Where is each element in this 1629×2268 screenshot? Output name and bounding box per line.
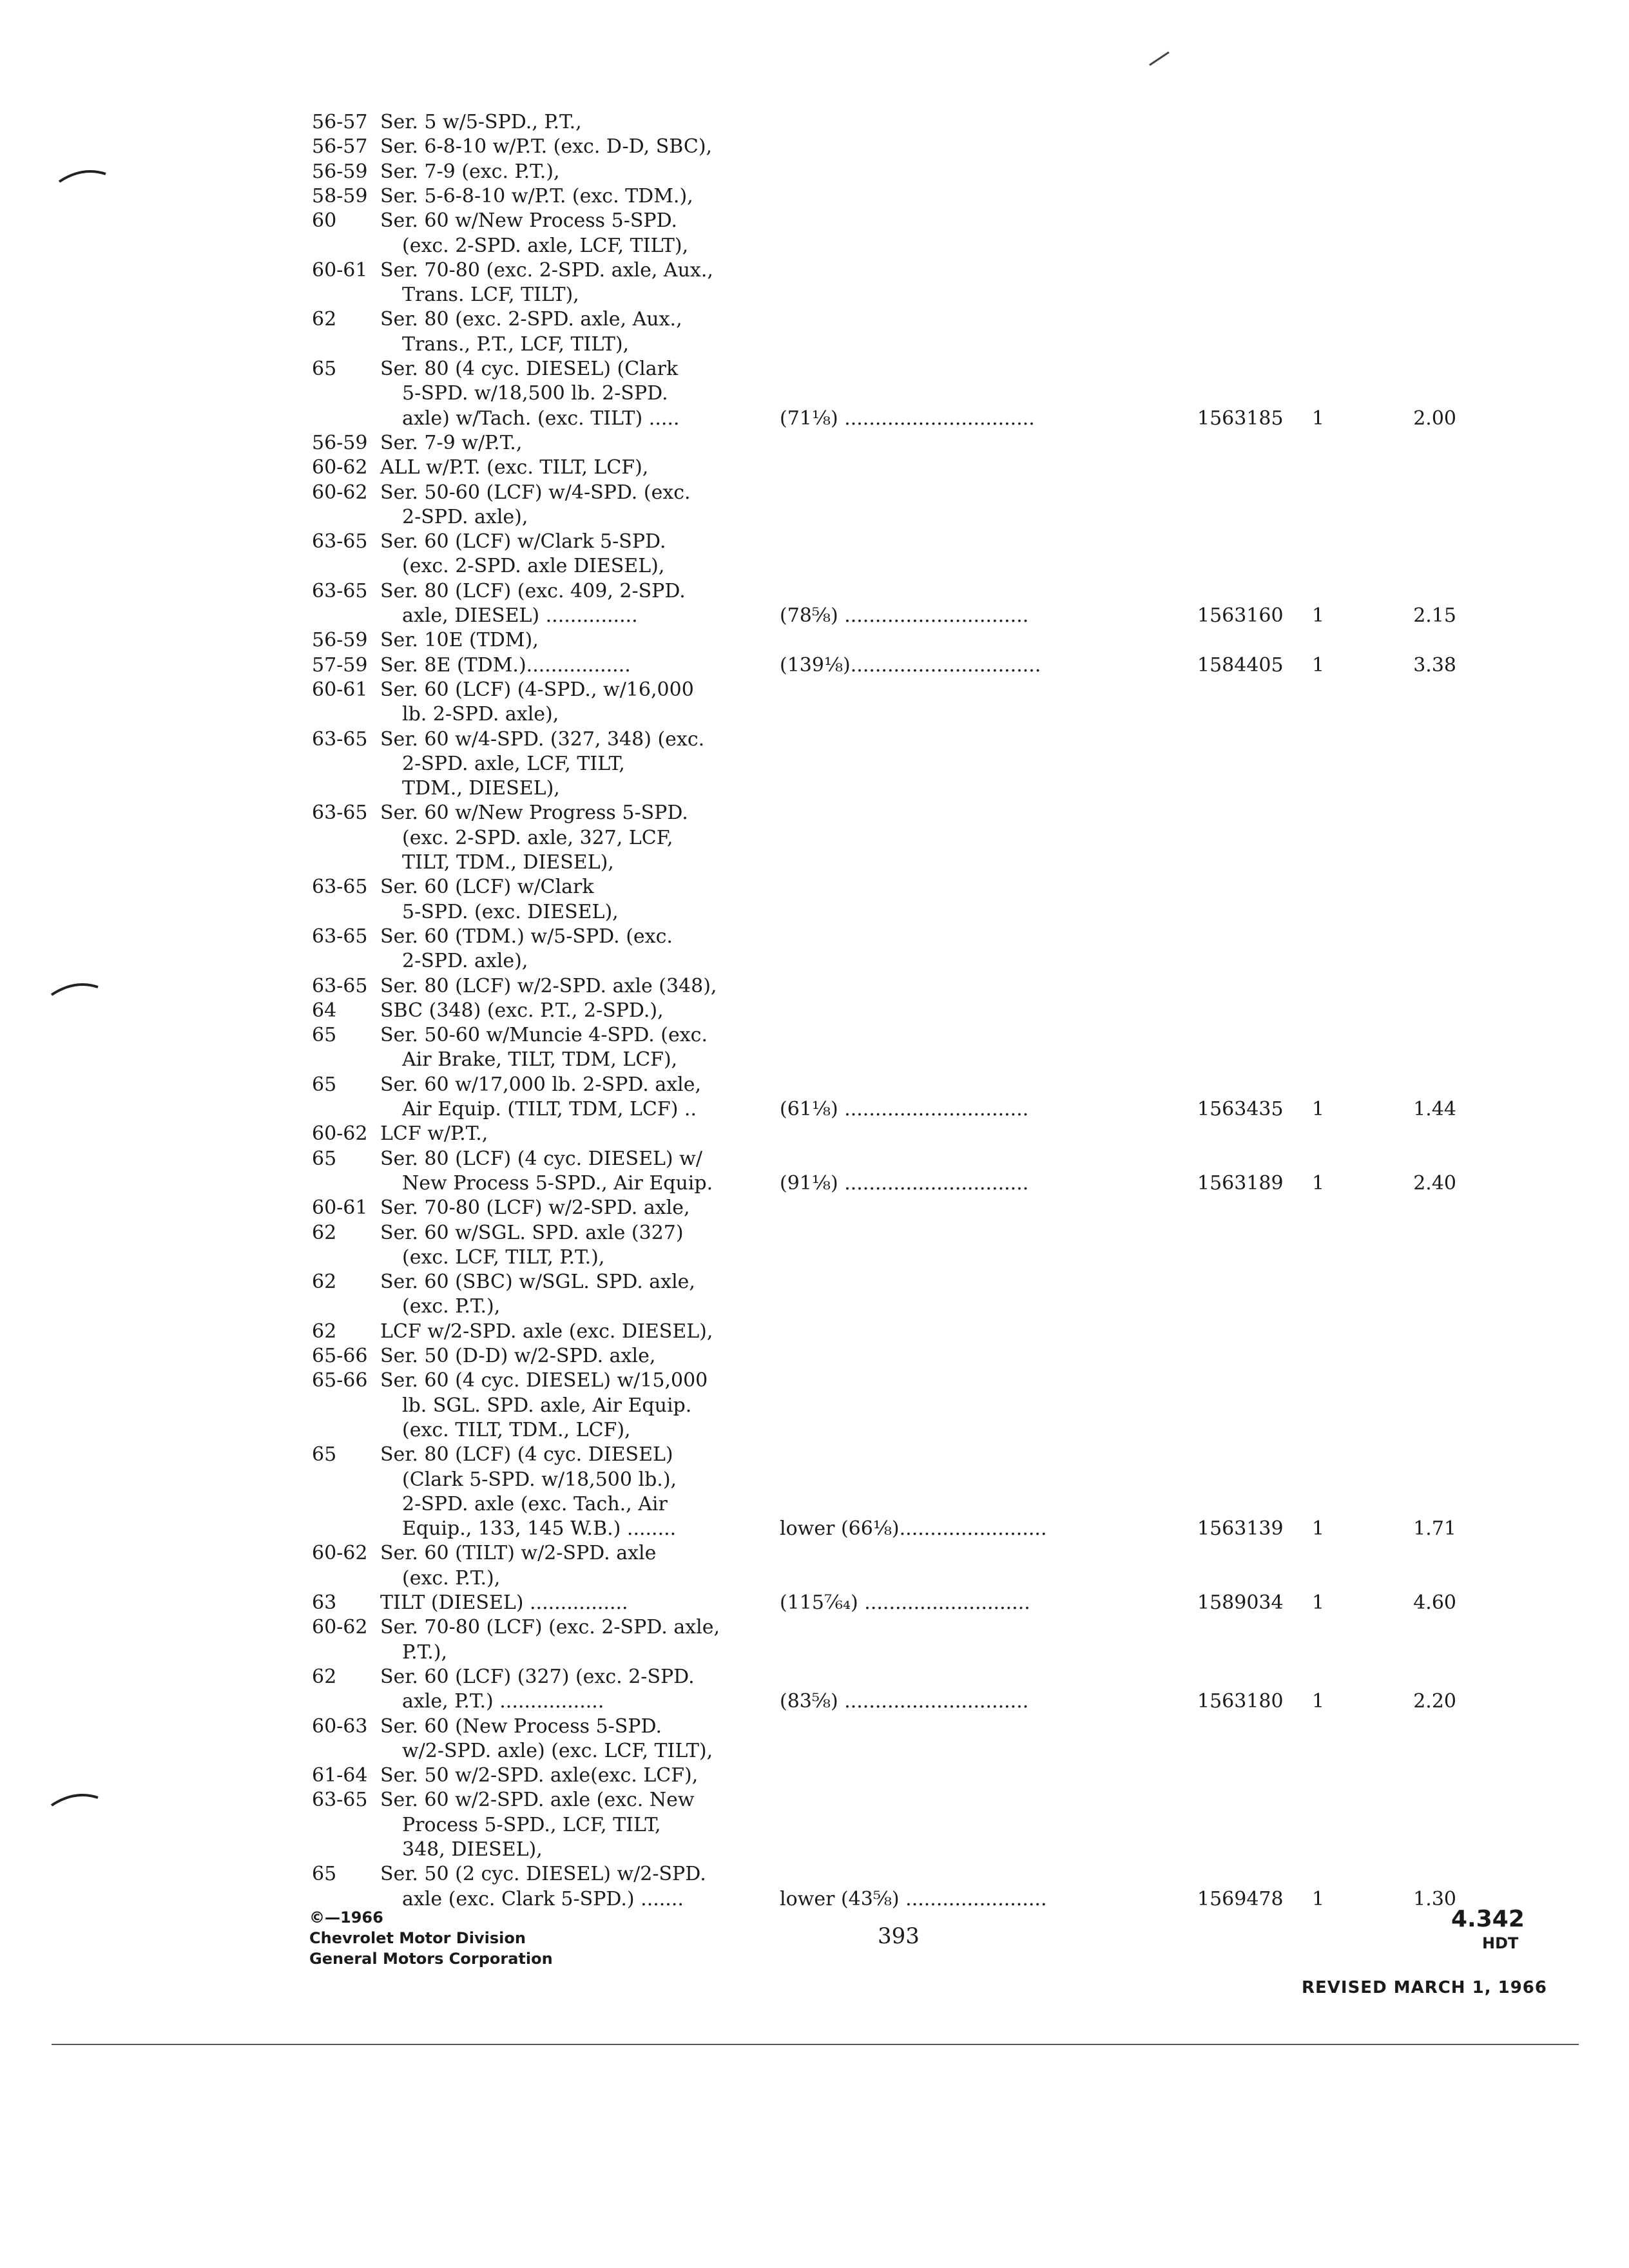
model-description: Ser. 5 w/5-SPD., P.T., — [380, 111, 582, 133]
model-description: axle (exc. Clark 5-SPD.) ....... — [402, 1887, 684, 1910]
year-range: 63 — [312, 1591, 337, 1614]
model-description: lb. SGL. SPD. axle, Air Equip. — [402, 1394, 692, 1417]
price: 3.38 — [1413, 653, 1456, 677]
dimension-leader: (71⅛) ............................... — [780, 407, 1035, 430]
year-range: 56-59 — [312, 629, 368, 652]
model-description: Ser. 7-9 (exc. P.T.), — [380, 160, 560, 183]
part-number: 1589034 — [1197, 1591, 1284, 1614]
listing-line — [0, 603, 1629, 629]
part-number: 1563139 — [1197, 1517, 1284, 1541]
listing-line — [0, 776, 1629, 802]
dimension-leader: (78⅝) .............................. — [780, 604, 1029, 627]
part-number: 1584405 — [1197, 653, 1284, 677]
listing-line — [0, 1664, 1629, 1690]
year-range: 56-57 — [312, 135, 368, 159]
model-description: Trans., P.T., LCF, TILT), — [402, 332, 630, 356]
model-description: LCF w/2-SPD. axle (exc. DIESEL), — [380, 1320, 713, 1343]
listing-line — [0, 1097, 1629, 1122]
part-number: 1563435 — [1197, 1098, 1284, 1120]
page-number: 393 — [878, 1923, 920, 1949]
year-range: 60-62 — [312, 1542, 368, 1565]
model-description: Ser. 60 w/4-SPD. (327, 348) (exc. — [380, 727, 705, 751]
year-range: 60-62 — [312, 1616, 368, 1639]
listing-line — [0, 727, 1629, 753]
listing-line — [0, 974, 1629, 999]
listing-line — [0, 1195, 1629, 1221]
listing-line — [0, 110, 1629, 135]
model-description: axle, P.T.) ................. — [402, 1690, 604, 1713]
model-description: Ser. 50 w/2-SPD. axle(exc. LCF), — [380, 1764, 699, 1787]
year-range: 62 — [312, 308, 337, 331]
model-description: 2-SPD. axle, LCF, TILT, — [402, 752, 625, 775]
price: 1.71 — [1413, 1517, 1456, 1541]
listing-line — [0, 800, 1629, 826]
model-description: 2-SPD. axle (exc. Tach., Air — [402, 1492, 668, 1515]
model-description: Ser. 70-80 (exc. 2-SPD. axle, Aux., — [380, 258, 713, 282]
listing-line — [0, 653, 1629, 678]
part-number: 1563180 — [1197, 1690, 1284, 1713]
price: 2.20 — [1413, 1690, 1456, 1713]
model-description: 2-SPD. axle), — [402, 505, 528, 528]
model-description: Ser. 10E (TDM), — [380, 629, 539, 652]
quantity: 1 — [1312, 653, 1325, 677]
model-description: Air Equip. (TILT, TDM, LCF) .. — [402, 1098, 697, 1120]
model-description: Ser. 5-6-8-10 w/P.T. (exc. TDM.), — [380, 184, 693, 207]
listing-line — [0, 850, 1629, 876]
year-range: 60-62 — [312, 456, 368, 479]
model-description: New Process 5-SPD., Air Equip. — [402, 1171, 713, 1195]
listing-line — [0, 1861, 1629, 1887]
year-range: 65 — [312, 1147, 337, 1170]
model-description: Ser. 80 (LCF) w/2-SPD. axle (348), — [380, 974, 717, 997]
year-range: 63-65 — [312, 876, 368, 899]
model-description: Ser. 50-60 w/Muncie 4-SPD. (exc. — [380, 1024, 708, 1047]
section-number: 4.342 — [1451, 1906, 1525, 1932]
year-range: 60 — [312, 209, 337, 233]
year-range: 65 — [312, 1073, 337, 1096]
model-description: Ser. 60 w/2-SPD. axle (exc. New — [380, 1789, 695, 1812]
model-description: Ser. 60 (4 cyc. DIESEL) w/15,000 — [380, 1369, 708, 1392]
model-description: P.T.), — [402, 1640, 448, 1664]
listing-line — [0, 430, 1629, 456]
model-description: Ser. 80 (LCF) (4 cyc. DIESEL) — [380, 1443, 673, 1466]
price: 2.15 — [1413, 604, 1456, 627]
listing-line — [0, 677, 1629, 703]
listing-line — [0, 282, 1629, 308]
listing-line — [0, 1269, 1629, 1295]
listing-line — [0, 628, 1629, 653]
listing-line — [0, 924, 1629, 950]
year-range: 62 — [312, 1271, 337, 1294]
year-range: 62 — [312, 1665, 337, 1688]
year-range: 62 — [312, 1320, 337, 1343]
listing-line — [0, 258, 1629, 284]
listing-line — [0, 702, 1629, 727]
listing-line — [0, 1787, 1629, 1813]
listing-line — [0, 233, 1629, 259]
year-range: 65-66 — [312, 1369, 368, 1392]
model-description: Ser. 7-9 w/P.T., — [380, 431, 523, 454]
listing-line — [0, 1590, 1629, 1616]
model-description: Ser. 60 (SBC) w/SGL. SPD. axle, — [380, 1271, 695, 1294]
part-number: 1563189 — [1197, 1171, 1284, 1195]
year-range: 62 — [312, 1221, 337, 1244]
pencil-tick-mark — [1147, 48, 1173, 68]
model-description: TDM., DIESEL), — [402, 777, 560, 800]
model-description: Ser. 60 (LCF) (327) (exc. 2-SPD. — [380, 1665, 695, 1688]
model-description: Ser. 80 (4 cyc. DIESEL) (Clark — [380, 358, 679, 380]
year-range: 60-61 — [312, 258, 368, 282]
dimension-leader: (61⅛) .............................. — [780, 1098, 1029, 1120]
listing-line — [0, 208, 1629, 234]
model-description: (exc. P.T.), — [402, 1566, 501, 1590]
model-description: Trans. LCF, TILT), — [402, 284, 579, 307]
listing-line — [0, 1220, 1629, 1246]
model-description: 5-SPD. (exc. DIESEL), — [402, 900, 619, 923]
listing-line — [0, 381, 1629, 407]
model-description: LCF w/P.T., — [380, 1122, 488, 1146]
model-description: 348, DIESEL), — [402, 1838, 543, 1861]
model-description: Ser. 60 w/New Process 5-SPD. — [380, 209, 678, 233]
model-description: Ser. 60 (LCF) w/Clark 5-SPD. — [380, 530, 666, 553]
listing-line — [0, 948, 1629, 974]
model-description: (exc. TILT, TDM., LCF), — [402, 1418, 631, 1441]
year-range: 57-59 — [312, 653, 368, 677]
year-range: 65 — [312, 1443, 337, 1466]
dimension-leader: (83⅝) .............................. — [780, 1690, 1029, 1713]
model-description: 2-SPD. axle), — [402, 950, 528, 973]
quantity: 1 — [1312, 1098, 1325, 1120]
quantity: 1 — [1312, 1690, 1325, 1713]
price: 2.00 — [1413, 407, 1456, 430]
model-description: Air Brake, TILT, TDM, LCF), — [402, 1048, 678, 1072]
listing-line — [0, 1294, 1629, 1320]
listing-line — [0, 1812, 1629, 1838]
dimension-leader: (91⅛) .............................. — [780, 1171, 1029, 1195]
listing-line — [0, 1763, 1629, 1789]
year-range: 61-64 — [312, 1764, 368, 1787]
year-range: 63-65 — [312, 1789, 368, 1812]
listing-line — [0, 1047, 1629, 1073]
listing-line — [0, 998, 1629, 1024]
model-description: TILT, TDM., DIESEL), — [402, 851, 614, 874]
listing-line — [0, 1171, 1629, 1196]
dimension-leader: lower (66⅛)........................ — [780, 1517, 1047, 1541]
model-description: Ser. 80 (exc. 2-SPD. axle, Aux., — [380, 308, 682, 331]
listing-line — [0, 1640, 1629, 1666]
listing-line — [0, 1714, 1629, 1740]
model-description: (Clark 5-SPD. w/18,500 lb.), — [402, 1468, 677, 1491]
year-range: 58-59 — [312, 184, 368, 207]
model-description: Ser. 60 w/SGL. SPD. axle (327) — [380, 1221, 684, 1244]
year-range: 63-65 — [312, 579, 368, 602]
corporation-text: General Motors Corporation — [309, 1950, 553, 1968]
listing-line — [0, 356, 1629, 382]
year-range: 63-65 — [312, 530, 368, 553]
model-description: Ser. 60 (TILT) w/2-SPD. axle — [380, 1542, 657, 1565]
year-range: 63-65 — [312, 925, 368, 948]
quantity: 1 — [1312, 1171, 1325, 1195]
model-description: lb. 2-SPD. axle), — [402, 703, 559, 726]
model-description: (exc. 2-SPD. axle, LCF, TILT), — [402, 234, 689, 257]
dimension-leader: (139⅛)............................... — [780, 653, 1041, 677]
listing-line — [0, 1442, 1629, 1468]
model-description: Ser. 60 (LCF) w/Clark — [380, 876, 594, 899]
year-range: 65 — [312, 1024, 337, 1047]
division-text: Chevrolet Motor Division — [309, 1929, 526, 1947]
model-description: Process 5-SPD., LCF, TILT, — [402, 1813, 661, 1836]
listing-line — [0, 1319, 1629, 1345]
listing-line — [0, 1146, 1629, 1172]
model-description: Ser. 50-60 (LCF) w/4-SPD. (exc. — [380, 481, 691, 504]
listing-line — [0, 529, 1629, 555]
year-range: 60-62 — [312, 481, 368, 504]
model-description: Ser. 70-80 (LCF) w/2-SPD. axle, — [380, 1196, 690, 1220]
year-range: 60-63 — [312, 1715, 368, 1738]
model-description: Ser. 60 (LCF) (4-SPD., w/16,000 — [380, 678, 694, 701]
listing-line — [0, 184, 1629, 209]
model-description: Ser. 50 (2 cyc. DIESEL) w/2-SPD. — [380, 1863, 706, 1886]
listing-line — [0, 1887, 1629, 1912]
quantity: 1 — [1312, 407, 1325, 430]
listing-line — [0, 1689, 1629, 1715]
listing-line — [0, 480, 1629, 506]
listing-line — [0, 1072, 1629, 1098]
listing-line — [0, 1023, 1629, 1048]
model-description: w/2-SPD. axle) (exc. LCF, TILT), — [402, 1739, 713, 1762]
year-range: 65 — [312, 358, 337, 380]
price: 2.40 — [1413, 1171, 1456, 1195]
year-range: 63-65 — [312, 974, 368, 997]
model-description: 5-SPD. w/18,500 lb. 2-SPD. — [402, 382, 668, 405]
listing-line — [0, 1837, 1629, 1863]
quantity: 1 — [1312, 1591, 1325, 1614]
listing-line — [0, 1418, 1629, 1443]
year-range: 60-61 — [312, 1196, 368, 1220]
year-range: 63-65 — [312, 727, 368, 751]
section-code: HDT — [1482, 1934, 1519, 1952]
price: 1.44 — [1413, 1098, 1456, 1120]
year-range: 56-59 — [312, 431, 368, 454]
listing-line — [0, 406, 1629, 432]
listing-line — [0, 1467, 1629, 1493]
year-range: 63-65 — [312, 802, 368, 825]
model-description: Ser. 60 (New Process 5-SPD. — [380, 1715, 662, 1738]
listing-line — [0, 1738, 1629, 1764]
year-range: 60-62 — [312, 1122, 368, 1146]
model-description: Ser. 60 w/New Progress 5-SPD. — [380, 802, 688, 825]
model-description: Ser. 6-8-10 w/P.T. (exc. D-D, SBC), — [380, 135, 713, 159]
listing-line — [0, 1343, 1629, 1369]
model-description: (exc. P.T.), — [402, 1295, 501, 1318]
model-description: Equip., 133, 145 W.B.) ........ — [402, 1517, 677, 1541]
model-description: SBC (348) (exc. P.T., 2-SPD.), — [380, 999, 664, 1022]
listing-line — [0, 1393, 1629, 1419]
bottom-rule — [52, 2044, 1579, 2045]
quantity: 1 — [1312, 1887, 1325, 1910]
listing-line — [0, 307, 1629, 332]
listing-line — [0, 1368, 1629, 1394]
year-range: 65 — [312, 1863, 337, 1886]
model-description: axle) w/Tach. (exc. TILT) ..... — [402, 407, 680, 430]
listing-line — [0, 134, 1629, 160]
quantity: 1 — [1312, 604, 1325, 627]
listing-line — [0, 579, 1629, 604]
year-range: 56-57 — [312, 111, 368, 133]
part-number: 1569478 — [1197, 1887, 1284, 1910]
listing-line — [0, 1541, 1629, 1566]
copyright-text: ©—1966 — [309, 1908, 383, 1927]
dimension-leader: (115⁷⁄₆₄) ........................... — [780, 1591, 1030, 1614]
listing-line — [0, 332, 1629, 358]
dimension-leader: lower (43⅝) ....................... — [780, 1887, 1047, 1910]
model-description: (exc. LCF, TILT, P.T.), — [402, 1245, 605, 1269]
revision-date: REVISED MARCH 1, 1966 — [1302, 1978, 1547, 1997]
listing-line — [0, 1615, 1629, 1640]
publisher-block — [309, 1907, 553, 1969]
year-range: 65-66 — [312, 1345, 368, 1367]
listing-line — [0, 505, 1629, 530]
listing-line — [0, 159, 1629, 185]
listing-line — [0, 1121, 1629, 1147]
model-description: TILT (DIESEL) ................ — [380, 1591, 628, 1614]
listing-line — [0, 455, 1629, 481]
quantity: 1 — [1312, 1517, 1325, 1541]
price: 1.30 — [1413, 1887, 1456, 1910]
model-description: axle, DIESEL) ............... — [402, 604, 638, 627]
listing-line — [0, 825, 1629, 851]
price: 4.60 — [1413, 1591, 1456, 1614]
model-description: Ser. 50 (D-D) w/2-SPD. axle, — [380, 1345, 656, 1367]
model-description: Ser. 80 (LCF) (4 cyc. DIESEL) w/ — [380, 1147, 702, 1170]
part-number: 1563160 — [1197, 604, 1284, 627]
listing-line — [0, 751, 1629, 777]
year-range: 56-59 — [312, 160, 368, 183]
model-description: Ser. 60 w/17,000 lb. 2-SPD. axle, — [380, 1073, 702, 1096]
listing-line — [0, 1516, 1629, 1542]
listing-line — [0, 899, 1629, 925]
model-description: ALL w/P.T. (exc. TILT, LCF), — [380, 456, 649, 479]
year-range: 64 — [312, 999, 337, 1022]
listing-line — [0, 1566, 1629, 1591]
model-description: Ser. 60 (TDM.) w/5-SPD. (exc. — [380, 925, 673, 948]
model-description: Ser. 70-80 (LCF) (exc. 2-SPD. axle, — [380, 1616, 720, 1639]
listing-line — [0, 553, 1629, 579]
part-number: 1563185 — [1197, 407, 1284, 430]
listing-line — [0, 874, 1629, 900]
model-description: Ser. 8E (TDM.)................. — [380, 653, 631, 677]
year-range: 60-61 — [312, 678, 368, 701]
model-description: Ser. 80 (LCF) (exc. 409, 2-SPD. — [380, 579, 686, 602]
model-description: (exc. 2-SPD. axle, 327, LCF, — [402, 826, 673, 849]
listing-line — [0, 1492, 1629, 1517]
model-description: (exc. 2-SPD. axle DIESEL), — [402, 555, 665, 578]
listing-line — [0, 1245, 1629, 1271]
